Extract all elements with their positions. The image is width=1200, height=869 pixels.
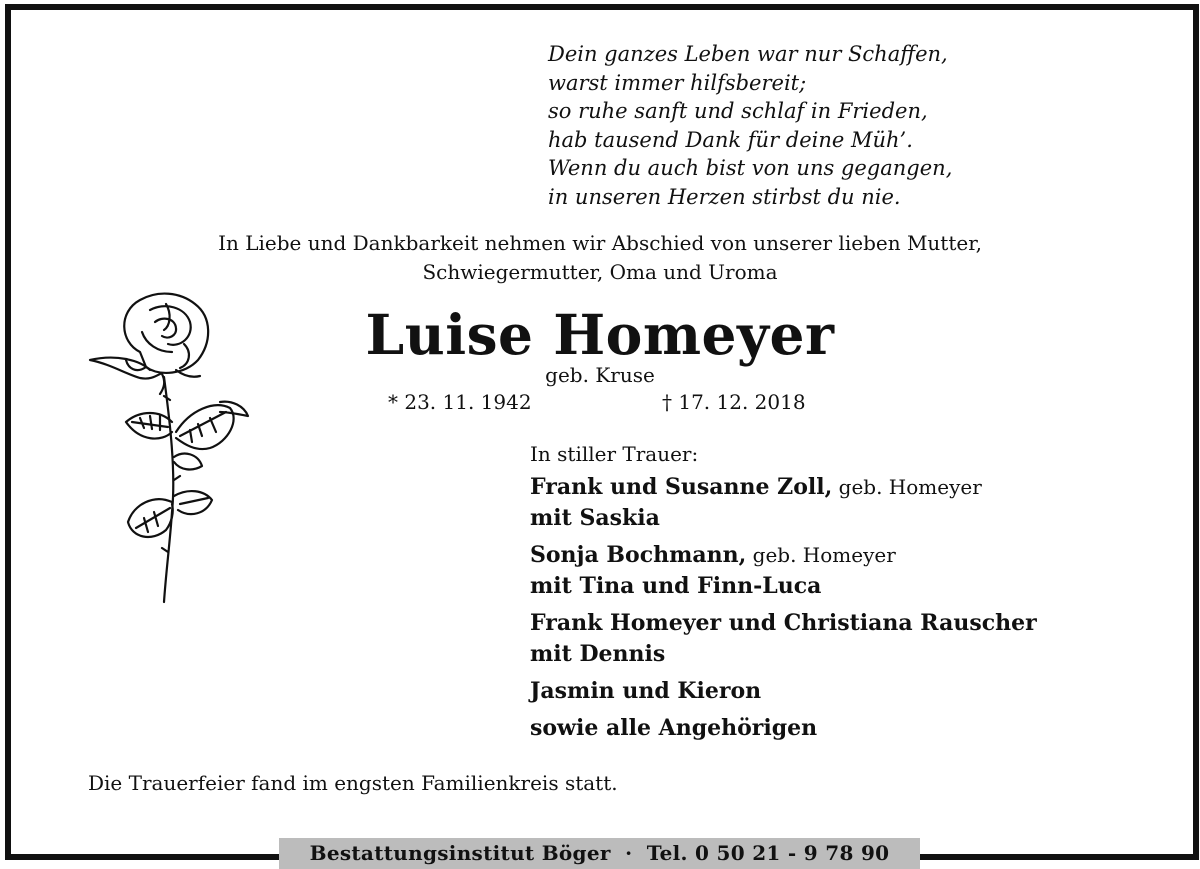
list-item <box>530 713 1037 744</box>
intro-line-1: In Liebe und Dankbarkeit nehmen wir Abschied von unserer lieben Mutter, <box>218 231 982 255</box>
mourner-name: mit Tina und Finn-Luca <box>530 573 822 599</box>
funeral-home-name: Bestattungsinstitut Böger <box>309 841 611 865</box>
list-item <box>530 571 1037 602</box>
mourner-name: Frank und Susanne Zoll, <box>530 474 833 500</box>
intro-line-2: Schwiegermutter, Oma und Uroma <box>422 260 778 284</box>
mourner-name: mit Saskia <box>530 505 660 531</box>
intro-text <box>0 229 1200 287</box>
mourners-heading: In stiller Trauer: <box>530 442 699 466</box>
list-item <box>530 676 1037 707</box>
birth-date: * 23. 11. 1942 <box>388 390 532 414</box>
poem-line: hab tausend Dank für deine Müh’. <box>548 127 913 152</box>
mourner-note: geb. Homeyer <box>746 543 896 567</box>
mourner-name: Jasmin und Kieron <box>530 678 762 704</box>
ceremony-note: Die Trauerfeier fand im engsten Familienkreis statt. <box>88 771 618 795</box>
mourner-note: geb. Homeyer <box>832 475 982 499</box>
poem <box>548 40 952 211</box>
mourner-name: mit Dennis <box>530 641 666 667</box>
mourner-name: Sonja Bochmann, <box>530 542 747 568</box>
funeral-home-banner <box>279 838 920 869</box>
funeral-home-phone: Tel. 0 50 21 - 9 78 90 <box>646 841 890 865</box>
mourner-name: sowie alle Angehörigen <box>530 715 818 741</box>
poem-line: Dein ganzes Leben war nur Schaffen, <box>548 42 948 66</box>
deceased-name: Luise Homeyer <box>365 302 835 367</box>
footer-separator: · <box>625 841 633 865</box>
poem-line: Wenn du auch bist von uns gegangen, <box>548 156 953 180</box>
death-date: † 17. 12. 2018 <box>662 390 806 414</box>
poem-line: in unseren Herzen stirbst du nie. <box>548 184 901 209</box>
list-item <box>530 608 1037 639</box>
mourner-name: Frank Homeyer und Christiana Rauscher <box>530 610 1037 636</box>
poem-line: warst immer hilfsbereit; <box>548 70 807 95</box>
list-item <box>530 639 1037 670</box>
list-item <box>530 540 1037 571</box>
mourners-list <box>530 440 1037 744</box>
list-item <box>530 472 1037 503</box>
birth-name: geb. Kruse <box>545 363 655 387</box>
poem-line: so ruhe sanft und schlaf in Frieden, <box>548 99 928 123</box>
list-item <box>530 503 1037 534</box>
